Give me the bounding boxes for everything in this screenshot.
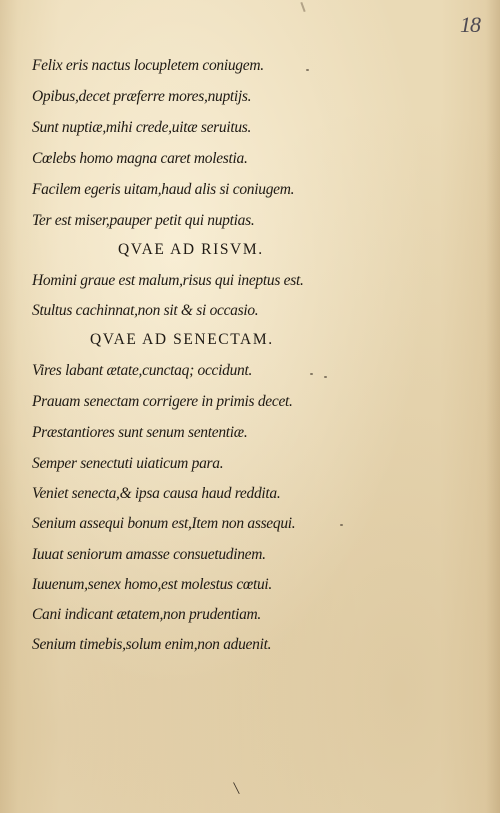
text-line: Vires labant ætate,cunctaq; occidunt. [32, 362, 253, 379]
text-line: Sunt nuptiæ,mihi crede,uitæ seruitus. [32, 119, 252, 136]
text-line: Senium assequi bonum est,Item non assequi. [32, 515, 296, 532]
folio-number: 18 [460, 12, 480, 37]
text-line: Iuuenum,senex homo,est molestus cœtui. [32, 576, 272, 593]
text-line: Homini graue est malum,risus qui ineptus est. [32, 272, 304, 289]
text-line: Ter est miser,pauper petit qui nuptias. [32, 212, 255, 229]
ink-speck [324, 376, 327, 378]
text-line: Præstantiores sunt senum sententiæ. [32, 424, 248, 441]
text-line: Cœlebs homo magna caret molestia. [32, 150, 248, 167]
text-line: Felix eris nactus locupletem coniugem. [32, 57, 264, 74]
ink-speck [310, 373, 313, 375]
text-line: Veniet senecta,& ipsa causa haud reddita. [32, 485, 281, 502]
text-line: Cani indicant ætatem,non prudentiam. [32, 606, 262, 623]
text-line: Opibus,decet præferre mores,nuptijs. [32, 88, 252, 105]
catchword-mark: \ [232, 777, 241, 799]
ink-speck [306, 69, 309, 71]
section-heading-risum: QVAE AD RISVM. [118, 241, 264, 258]
text-line: Prauam senectam corrigere in primis decet. [32, 393, 293, 410]
text-line: Iuuat seniorum amasse consuetudinem. [32, 546, 266, 563]
text-line: Semper senectuti uiaticum para. [32, 455, 224, 472]
section-heading-senectam: QVAE AD SENECTAM. [90, 331, 274, 348]
text-line: Stultus cachinnat,non sit & si occasio. [32, 302, 259, 319]
ink-speck [340, 524, 343, 526]
text-line: Senium timebis,solum enim,non aduenit. [32, 636, 272, 653]
text-line: Facilem egeris uitam,haud alis si coniugem. [32, 181, 295, 198]
